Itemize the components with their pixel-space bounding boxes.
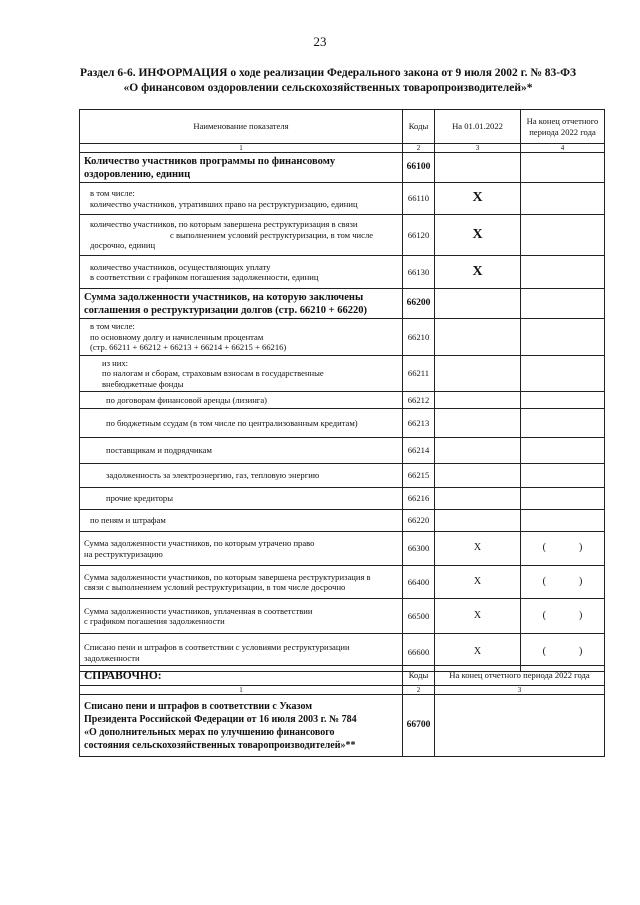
- row-code: 66214: [403, 438, 435, 464]
- col-number: 3: [435, 686, 605, 695]
- row-code: 66210: [403, 319, 435, 356]
- row-code: 66600: [403, 634, 435, 672]
- section-title: [78, 66, 578, 96]
- table-row: [80, 488, 605, 510]
- value-cell[interactable]: [435, 153, 521, 183]
- reference-table: [79, 665, 605, 757]
- row-label: в том числе: количество участников, утративших право на реструктуризацию, единиц: [80, 183, 403, 215]
- open-paren: (: [542, 542, 546, 554]
- row-code: 66220: [403, 510, 435, 532]
- table-row: [80, 510, 605, 532]
- row-label: Сумма задолженности участников, по которым утрачено право на реструктуризацию: [80, 532, 403, 566]
- value-cell[interactable]: [521, 392, 605, 409]
- row-label: Сумма задолженности участников, по которым завершена реструктуризация в связи с выполнением условий реструктуризации, в том числе досрочно: [80, 566, 403, 599]
- reference-heading: СПРАВОЧНО:: [80, 666, 403, 686]
- cross-mark: X: [435, 215, 521, 256]
- table-row: [80, 356, 605, 392]
- value-cell[interactable]: [435, 356, 521, 392]
- value-cell[interactable]: [435, 409, 521, 438]
- table-row: [80, 599, 605, 634]
- open-paren: (: [542, 575, 546, 587]
- value-cell[interactable]: [521, 510, 605, 532]
- value-cell[interactable]: [435, 289, 521, 319]
- title-line-2: «О финансовом оздоровлении сельскохозяйственных товаропроизводителей»*: [123, 82, 533, 94]
- value-cell[interactable]: [521, 215, 605, 256]
- row-label: Количество участников программы по финансовому оздоровлению, единиц: [80, 153, 403, 183]
- row-code: 66130: [403, 256, 435, 289]
- table-row: [80, 289, 605, 319]
- row-label: поставщикам и подрядчикам: [80, 438, 403, 464]
- value-cell[interactable]: [521, 464, 605, 488]
- row-code: 66500: [403, 599, 435, 634]
- value-cell[interactable]: [521, 319, 605, 356]
- table-row: [80, 464, 605, 488]
- close-paren: ): [579, 575, 583, 587]
- close-paren: ): [579, 646, 583, 658]
- header-row: [80, 110, 605, 144]
- row-code: 66200: [403, 289, 435, 319]
- header-name: Наименование показателя: [80, 110, 403, 144]
- row-label: из них: по налогам и сборам, страховым взносам в государственные внебюджетные фонды: [80, 356, 403, 392]
- column-number-row: [80, 144, 605, 153]
- table-row: [80, 153, 605, 183]
- close-paren: ): [579, 609, 583, 621]
- col-number: 2: [403, 686, 435, 695]
- row-code: 66213: [403, 409, 435, 438]
- row-code: 66216: [403, 488, 435, 510]
- value-cell[interactable]: [435, 510, 521, 532]
- value-cell[interactable]: [435, 392, 521, 409]
- row-label: прочие кредиторы: [80, 488, 403, 510]
- col-number: 1: [80, 144, 403, 153]
- close-paren: ): [579, 542, 583, 554]
- value-cell[interactable]: [521, 356, 605, 392]
- value-cell[interactable]: [521, 438, 605, 464]
- open-paren: (: [542, 646, 546, 658]
- value-cell[interactable]: [435, 438, 521, 464]
- row-label: количество участников, осуществляющих уплату в соответствии с графиком погашения задолженности, единиц: [80, 256, 403, 289]
- table-row: [80, 183, 605, 215]
- table-row: [80, 566, 605, 599]
- row-code: 66211: [403, 356, 435, 392]
- row-label: количество участников, по которым завершена реструктуризация в связи с выполнением условий реструктуризации, в том числе досрочно, единиц: [80, 215, 403, 256]
- cross-mark: X: [435, 532, 521, 566]
- row-label: Списано пени и штрафов в соответствии с Указом Президента Российской Федерации от 16 июля 2003 г. № 784 «О дополнительных мерах по улучшению финансового состояния сельскохозяйственных товаропроизводителей»**: [80, 695, 403, 757]
- cross-mark: X: [435, 256, 521, 289]
- table-row: [80, 392, 605, 409]
- col-number: 2: [403, 144, 435, 153]
- row-code: 66300: [403, 532, 435, 566]
- row-label: Сумма задолженности участников, уплаченная в соответствии с графиком погашения задолженности: [80, 599, 403, 634]
- header-code: Коды: [403, 110, 435, 144]
- row-label: в том числе: по основному долгу и начисленным процентам (стр. 66211 + 66212 + 66213 + 66214 + 66215 + 66216): [80, 319, 403, 356]
- parenthesized-value-cell[interactable]: [521, 599, 605, 634]
- col-number: 3: [435, 144, 521, 153]
- row-label: по договорам финансовой аренды (лизинга): [80, 392, 403, 409]
- page-number: 23: [313, 34, 327, 49]
- parenthesized-value-cell[interactable]: [521, 532, 605, 566]
- open-paren: (: [542, 609, 546, 621]
- cross-mark: X: [435, 599, 521, 634]
- row-code: 66400: [403, 566, 435, 599]
- value-cell[interactable]: [521, 153, 605, 183]
- cross-mark: X: [435, 634, 521, 672]
- row-label: Сумма задолженности участников, на которую заключены соглашения о реструктуризации долгов (стр. 66210 + 66220): [80, 289, 403, 319]
- header-code: Коды: [403, 666, 435, 686]
- table-row: [80, 438, 605, 464]
- header-col3: На конец отчетного периода 2022 года: [435, 666, 605, 686]
- value-cell[interactable]: [435, 695, 605, 757]
- table-row: [80, 532, 605, 566]
- col-number: 4: [521, 144, 605, 153]
- table-row: [80, 695, 605, 757]
- row-code: 66212: [403, 392, 435, 409]
- value-cell[interactable]: [521, 488, 605, 510]
- value-cell[interactable]: [435, 319, 521, 356]
- table-row: [80, 256, 605, 289]
- row-code: 66110: [403, 183, 435, 215]
- col-number: 1: [80, 686, 403, 695]
- column-number-row: [80, 686, 605, 695]
- value-cell[interactable]: [521, 289, 605, 319]
- table-row: [80, 319, 605, 356]
- row-code: 66215: [403, 464, 435, 488]
- title-line-1: Раздел 6-6. ИНФОРМАЦИЯ о ходе реализации Федерального закона от 9 июля 2002 г. № 83-ФЗ: [79, 67, 577, 79]
- value-cell[interactable]: [521, 256, 605, 289]
- row-label: по пеням и штрафам: [80, 510, 403, 532]
- cross-mark: X: [435, 183, 521, 215]
- header-col4: На конец отчетного периода 2022 года: [521, 110, 605, 144]
- row-code: 66700: [403, 695, 435, 757]
- main-table: [79, 109, 605, 672]
- row-code: 66120: [403, 215, 435, 256]
- parenthesized-value-cell[interactable]: [521, 566, 605, 599]
- row-code: 66100: [403, 153, 435, 183]
- row-label: задолженность за электроэнергию, газ, тепловую энергию: [80, 464, 403, 488]
- header-col3: На 01.01.2022: [435, 110, 521, 144]
- table-row: [80, 409, 605, 438]
- value-cell[interactable]: [435, 488, 521, 510]
- value-cell[interactable]: [435, 464, 521, 488]
- table-row: [80, 215, 605, 256]
- value-cell[interactable]: [521, 409, 605, 438]
- value-cell[interactable]: [521, 183, 605, 215]
- cross-mark: X: [435, 566, 521, 599]
- row-label: Списано пени и штрафов в соответствии с условиями реструктуризации задолженности: [80, 634, 403, 672]
- row-label: по бюджетным ссудам (в том числе по централизованным кредитам): [80, 409, 403, 438]
- reference-header-row: [80, 666, 605, 686]
